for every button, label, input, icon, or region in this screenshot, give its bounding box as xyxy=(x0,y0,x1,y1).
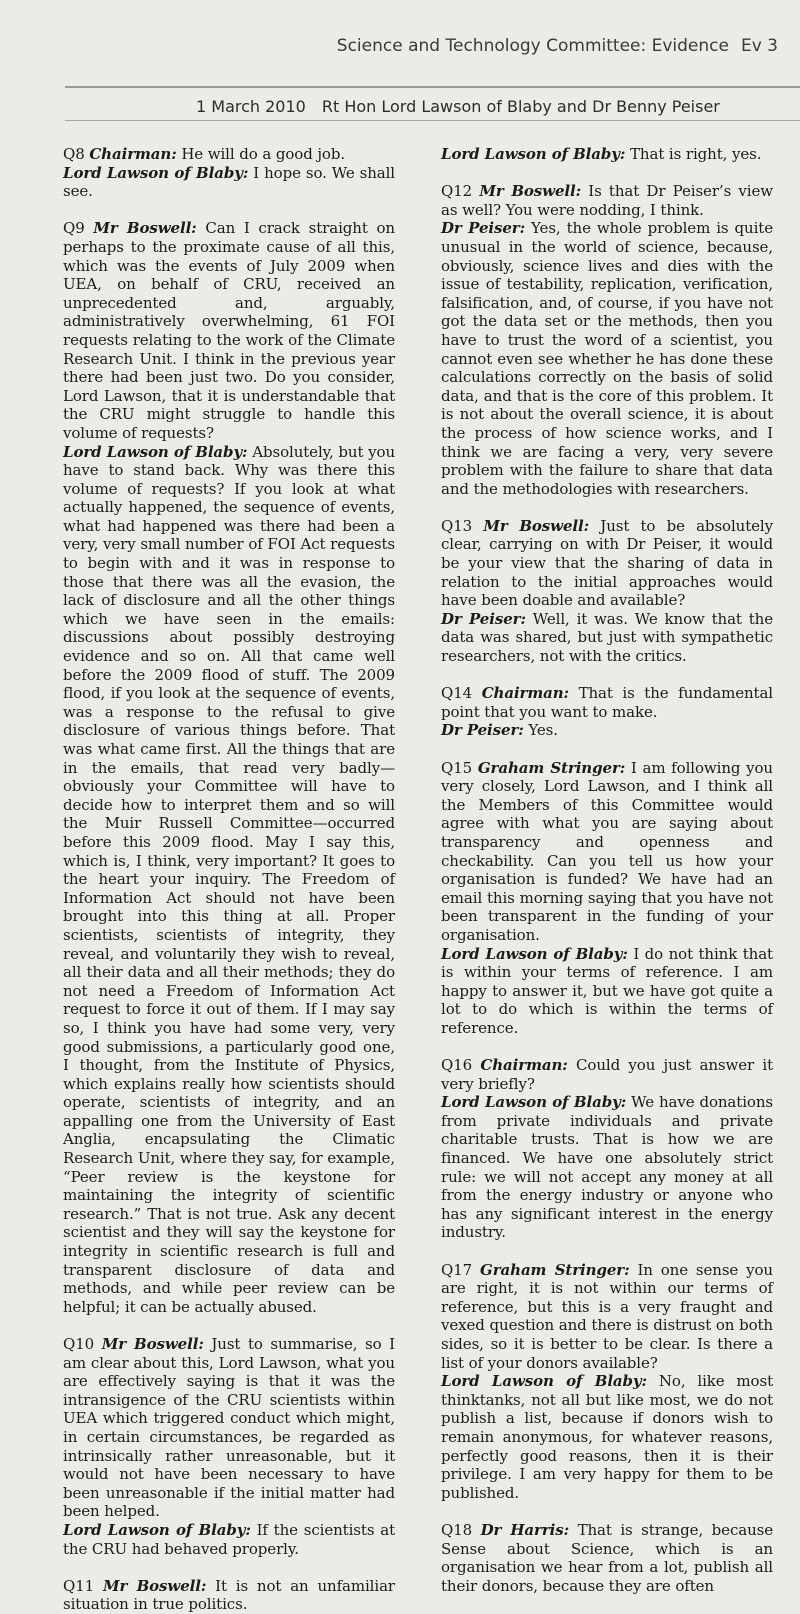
speech-text: I do not think that is within your terms of reference. I am happy to answer it, but we have got quite a lot to do which is within the terms of reference. xyxy=(441,944,773,1037)
speech-text: That is right, yes. xyxy=(630,145,762,163)
speech-text: If the scientists at the CRU had behaved properly. xyxy=(63,1520,395,1558)
speech-text: Well, it was. We know that the data was shared, but just with sympathetic researchers, not with the critics. xyxy=(441,609,773,666)
top-rule xyxy=(65,86,800,88)
speaker-name: Lord Lawson of Blaby: xyxy=(441,1372,647,1391)
speaker-name: Graham Stringer: xyxy=(480,1260,630,1279)
speech-text: It is not an unfamiliar situation in true politics. xyxy=(63,1576,395,1614)
answer-paragraph xyxy=(441,219,773,498)
speech-text: Could you just answer it very briefly? xyxy=(441,1056,774,1093)
speaker-name: Mr Boswell: xyxy=(101,1335,204,1353)
right-column xyxy=(441,145,773,1595)
question-number: Q12 xyxy=(441,182,473,201)
answer-paragraph xyxy=(63,443,395,1317)
question-paragraph xyxy=(441,1521,773,1595)
speech-text: Yes, the whole problem is quite unusual in the world of science, because, obviously, science lives and dies with the issue of testability, replication, verification, falsification, and, of course, if you have not got the data set or the methods, then you have to trust the word of a scientist, you cannot even see whether he has done these calculations correctly on the basis of solid data, and that is the core of this problem. It is not about the overall science, it is about the process of how science works, and I think we are facing a very, very severe problem with the failure to share that data and the methodologies with researchers. xyxy=(441,219,773,498)
question-paragraph xyxy=(63,1577,395,1614)
speaker-name: Chairman: xyxy=(89,145,177,163)
answer-paragraph xyxy=(441,1372,773,1502)
question-number: Q11 xyxy=(63,1576,95,1595)
speaker-name: Chairman: xyxy=(481,684,569,703)
question-paragraph xyxy=(441,182,773,219)
question-number: Q10 xyxy=(63,1335,95,1353)
speech-text: Absolutely, but you have to stand back. Why was there this volume of requests? If you look at what actually happened, the sequence of events, what had happened was there had been a very, very small number of FOI Act requests to begin with and it was in response to those that there was all the evasion, the lack of disclosure and all the other things which we have seen in the emails: discussions about possibly destroying evidence and so on. All that came well before the 2009 flood of stuff. The 2009 flood, if you look at the sequence of events, was a response to the refusal to give disclosure of various things before. That was what came first. All the things that are in the emails, that read very badly—obviously your Committee will have to decide how to interpret them and so will the Muir Russell Committee—occurred before this 2009 flood. May I say this, which is, I think, very important? It goes to the heart your inquiry. The Freedom of Information Act should not have been brought into this thing at all. Proper scientists, scientists of integrity, they reveal, and voluntarily they wish to reveal, all their data and all their methods; they do not need a Freedom of Information Act request to force it out of them. If I may say so, I think you have had some very, very good submissions, a particularly good one, I thought, from the Institute of Physics, which explains really how scientists should operate, scientists of integrity, and an appalling one from the University of East Anglia, encapsulating the Climatic Research Unit, where they say, for example, “Peer review is the keystone for maintaining the integrity of scientific research.” That is not true. Ask any decent scientist and they will say the keystone for integrity in scientific research is full and transparent disclosure of data and methods, and while peer review can be helpful; it can be actually abused. xyxy=(63,442,396,1316)
speaker-name: Lord Lawson of Blaby: xyxy=(441,145,626,163)
speaker-name: Dr Harris: xyxy=(480,1520,570,1539)
speech-text: In one sense you are right, it is not within our terms of reference, but this is a very fraught and vexed question and there is distrust on both sides, so it is better to be clear. Is there a list of your donors available? xyxy=(441,1260,773,1372)
answer-paragraph xyxy=(63,164,395,201)
question-paragraph xyxy=(441,1261,773,1373)
speech-text: Just to be absolutely clear, carrying on with Dr Peiser, it would be your view that the sharing of data in relation to the initial approaches would have been doable and available? xyxy=(441,516,774,610)
question-paragraph xyxy=(441,759,773,945)
speaker-name: Lord Lawson of Blaby: xyxy=(63,163,249,182)
speaker-name: Dr Peiser: xyxy=(441,219,526,238)
question-number: Q8 xyxy=(63,145,85,163)
question-number: Q15 xyxy=(441,758,473,777)
speaker-name: Mr Boswell: xyxy=(479,182,582,201)
question-number: Q9 xyxy=(63,219,85,238)
speech-text: Yes. xyxy=(528,721,558,740)
witness-names: Rt Hon Lord Lawson of Blaby and Dr Benny Peiser xyxy=(321,97,720,116)
question-paragraph xyxy=(441,1056,773,1093)
session-line xyxy=(196,97,720,116)
speaker-name: Mr Boswell: xyxy=(483,516,590,535)
speech-text: I am following you very closely, Lord Lawson, and I think all the Members of this Committee would agree with what you are saying about transparency and openness and checkability. Can you tell us how your organisation is funded? We have had an email this morning saying that you have not been transparent in the funding of your organisation. xyxy=(441,758,773,944)
speech-text: I hope so. We shall see. xyxy=(63,163,396,201)
speaker-name: Dr Peiser: xyxy=(441,721,524,740)
answer-paragraph xyxy=(63,1521,395,1558)
publication-title: Science and Technology Committee: Evidence xyxy=(336,36,729,56)
question-number: Q17 xyxy=(441,1260,473,1279)
answer-paragraph xyxy=(441,610,773,666)
question-paragraph xyxy=(63,145,395,164)
question-number: Q16 xyxy=(441,1056,473,1075)
header-rule xyxy=(65,120,800,121)
speech-text: We have donations from private individuals and private charitable trusts. That is how we are financed. We have one absolutely strict rule: we will not accept any money at all from the energy industry or anyone who has any significant interest in the energy industry. xyxy=(441,1093,773,1242)
question-number: Q18 xyxy=(441,1520,473,1539)
speaker-name: Mr Boswell: xyxy=(93,219,197,238)
answer-paragraph xyxy=(441,1093,773,1242)
speaker-name: Lord Lawson of Blaby: xyxy=(63,1520,251,1539)
answer-paragraph xyxy=(441,721,773,740)
question-paragraph xyxy=(63,219,395,442)
speaker-name: Mr Boswell: xyxy=(102,1576,207,1595)
speaker-name: Lord Lawson of Blaby: xyxy=(441,944,628,963)
left-column xyxy=(63,145,395,1614)
speech-text: Is that Dr Peiser’s view as well? You were nodding, I think. xyxy=(441,182,773,219)
speech-text: Can I crack straight on perhaps to the proximate cause of all this, which was the events of July 2009 when UEA, on behalf of CRU, received an unprecedented and, arguably, administratively overwhelming, 61 FOI requests relating to the work of the Climate Research Unit. I think in the previous year there had been just two. Do you consider, Lord Lawson, that it is understandable that the CRU might struggle to handle this volume of requests? xyxy=(63,219,395,442)
speech-text: No, like most thinktanks, not all but like most, we do not publish a list, because if donors wish to remain anonymous, for whatever reasons, perfectly good reasons, then it is their privilege. I am very happy for them to be published. xyxy=(441,1372,774,1502)
question-number: Q14 xyxy=(441,684,473,703)
speaker-name: Dr Peiser: xyxy=(441,609,526,628)
question-paragraph xyxy=(441,517,773,610)
question-paragraph xyxy=(441,684,773,721)
running-head xyxy=(337,36,778,56)
page-reference: Ev 3 xyxy=(740,36,778,56)
speech-text: Just to summarise, so I am clear about this, Lord Lawson, what you are effectively saying is that it was the intransigence of the CRU scientists within UEA which triggered conduct which might, in certain circumstances, be regarded as intrinsically rather unreasonable, but it would not have been necessary to have been unreasonable if the initial matter had been helped. xyxy=(63,1335,395,1521)
speech-text: That is strange, because Sense about Science, which is an organisation we hear from a lot, publish all their donors, because they are often xyxy=(441,1520,774,1595)
speaker-name: Lord Lawson of Blaby: xyxy=(441,1093,627,1112)
speech-text: He will do a good job. xyxy=(181,145,346,163)
question-number: Q13 xyxy=(441,516,473,535)
speech-text: That is the fundamental point that you want to make. xyxy=(441,684,773,721)
speaker-name: Lord Lawson of Blaby: xyxy=(63,442,248,461)
answer-paragraph xyxy=(441,945,773,1038)
session-date: 1 March 2010 xyxy=(196,97,306,116)
question-paragraph xyxy=(63,1335,395,1521)
speaker-name: Chairman: xyxy=(480,1056,568,1075)
speaker-name: Graham Stringer: xyxy=(477,758,626,777)
answer-paragraph xyxy=(441,145,773,164)
